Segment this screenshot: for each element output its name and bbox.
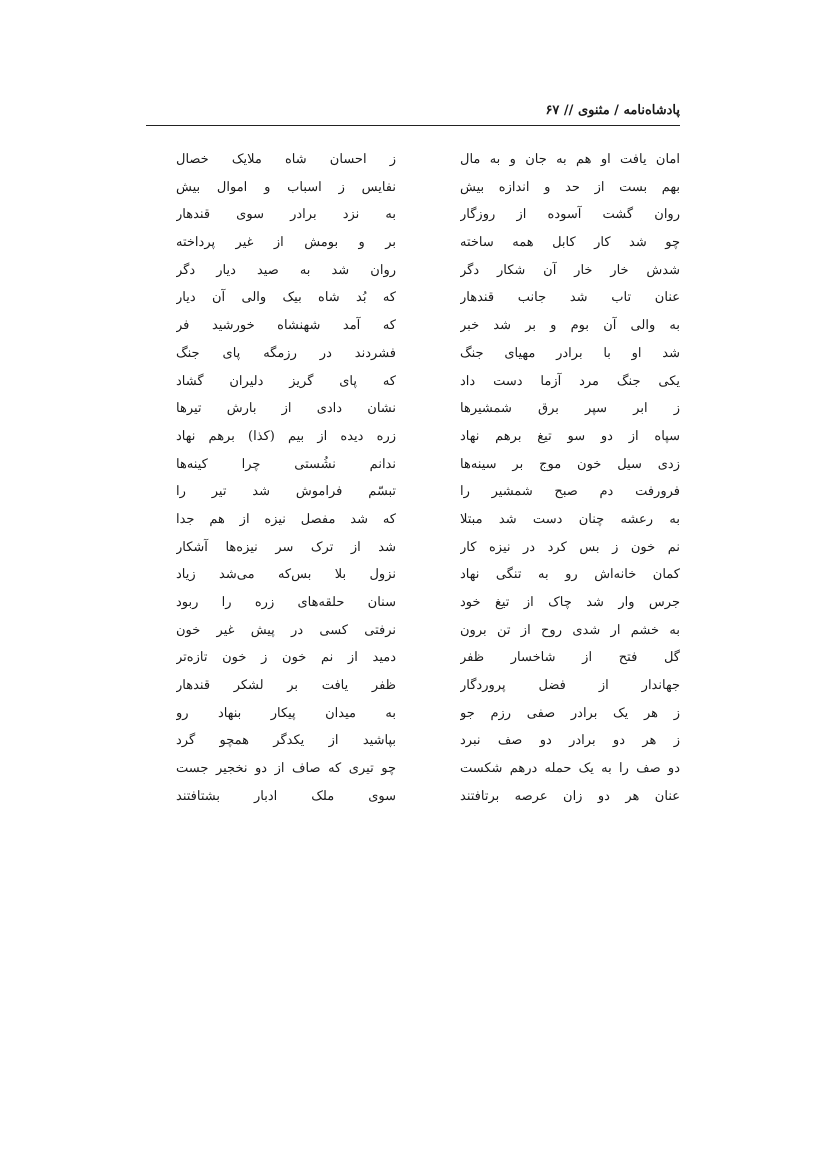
verse-row (146, 672, 680, 700)
second-hemistich: نزول بلا بس‌که می‌شد زیاد (176, 567, 396, 583)
second-hemistich: که پای گریز دلیران گشاد (176, 373, 396, 389)
verse-row (146, 368, 680, 396)
verse-list (146, 146, 680, 811)
second-hemistich: سوی ملک ادبار بشتافتند (176, 788, 396, 804)
first-hemistich: عنان هر دو زان عرصه برتافتند (460, 788, 680, 804)
verse-row (146, 700, 680, 728)
verse-row (146, 284, 680, 312)
first-hemistich: فرورفت دم صبح شمشیر را (460, 484, 680, 500)
first-hemistich: نم خون ز بس کرد در نیزه کار (460, 539, 680, 555)
second-hemistich: که آمد شهنشاه خورشید فر (176, 318, 396, 334)
verse-row (146, 644, 680, 672)
verse-row (146, 617, 680, 645)
first-hemistich: امان یافت او هم به جان و به مال (460, 152, 680, 167)
verse-row (146, 395, 680, 423)
first-hemistich: شدش خار خار آن شکار دگر (460, 262, 680, 278)
first-hemistich: بهم بست از حد و اندازه بیش (460, 179, 680, 195)
running-header (146, 96, 680, 126)
first-hemistich: شد او با برادر مهیای جنگ (460, 345, 680, 361)
verse-row (146, 174, 680, 202)
first-hemistich: به خشم ار شدی روح از تن برون (460, 622, 680, 638)
first-hemistich: یکی جنگ مرد آزما دست داد (460, 373, 680, 389)
second-hemistich: ندانم نشُستی چرا کینه‌ها (176, 456, 396, 472)
second-hemistich: به نزد برادر سوی قندهار (176, 207, 396, 223)
first-hemistich: زدی سیل خون موج بر سینه‌ها (460, 456, 680, 472)
second-hemistich: ظفر یافت بر لشکر قندهار (176, 678, 396, 694)
first-hemistich: ز هر دو برادر دو صف نبرد (460, 733, 680, 749)
verse-row (146, 451, 680, 479)
second-hemistich: ز احسان شاه ملایک خصال (176, 152, 396, 167)
verse-row (146, 146, 680, 174)
first-hemistich: ز هر یک برادر صفی رزم جو (460, 705, 680, 721)
running-title: پادشاه‌نامه / مثنوی // ۶۷ (545, 103, 680, 118)
first-hemistich: جرس وار شد چاک از تیغ خود (460, 595, 680, 610)
second-hemistich: به میدان پیکار بنهاد رو (176, 705, 396, 721)
verse-row (146, 506, 680, 534)
verse-row (146, 257, 680, 285)
second-hemistich: بر و بومش از غیر پرداخته (176, 235, 396, 251)
second-hemistich: فشردند در رزمگه پای جنگ (176, 345, 396, 361)
second-hemistich: نفایس ز اسباب و اموال بیش (176, 179, 396, 195)
first-hemistich: به رعشه چنان دست شد مبتلا (460, 511, 680, 527)
second-hemistich: تبسّم فراموش شد تیر را (176, 484, 396, 500)
first-hemistich: ز ابر سپر برق شمشیرها (460, 401, 680, 417)
verse-row (146, 423, 680, 451)
second-hemistich: سنان حلقه‌های زره را ربود (176, 595, 396, 610)
verse-row (146, 478, 680, 506)
verse-row (146, 340, 680, 368)
first-hemistich: عنان تاب شد جانب قندهار (460, 290, 680, 306)
second-hemistich: که شد مفصل نیزه از هم جدا (176, 511, 396, 527)
second-hemistich: زره دیده از بیم (کذا) برهم نهاد (176, 428, 396, 444)
second-hemistich: که بُد شاه بیک والی آن دیار (176, 290, 396, 306)
first-hemistich: روان گشت آسوده از روزگار (460, 207, 680, 223)
first-hemistich: به والی آن بوم و بر شد خبر (460, 318, 680, 334)
verse-row (146, 312, 680, 340)
verse-row (146, 589, 680, 617)
verse-row (146, 755, 680, 783)
first-hemistich: چو شد کار کابل همه ساخته (460, 235, 680, 251)
second-hemistich: بپاشید از یکدگر همچو گرد (176, 733, 396, 749)
second-hemistich: شد از ترک سر نیزه‌ها آشکار (176, 539, 396, 555)
verse-row (146, 561, 680, 589)
first-hemistich: دو صف را به یک حمله درهم شکست (460, 761, 680, 777)
verse-row (146, 783, 680, 811)
second-hemistich: نشان دادی از بارش تیرها (176, 401, 396, 417)
first-hemistich: کمان خانه‌اش رو به تنگی نهاد (460, 567, 680, 583)
verse-row (146, 201, 680, 229)
second-hemistich: چو تیری که صاف از دو نخجیر جست (176, 761, 396, 777)
first-hemistich: سپاه از دو سو تیغ برهم نهاد (460, 428, 680, 444)
verse-row (146, 534, 680, 562)
second-hemistich: روان شد به صید دیار دگر (176, 262, 396, 278)
verse-row (146, 727, 680, 755)
first-hemistich: گل فتح از شاخسار ظفر (460, 650, 680, 666)
second-hemistich: نرفتی کسی در پیش غیر خون (176, 622, 396, 638)
second-hemistich: دمید از نم خون ز خون تازه‌تر (176, 650, 396, 666)
verse-row (146, 229, 680, 257)
first-hemistich: جهاندار از فضل پروردگار (460, 678, 680, 694)
